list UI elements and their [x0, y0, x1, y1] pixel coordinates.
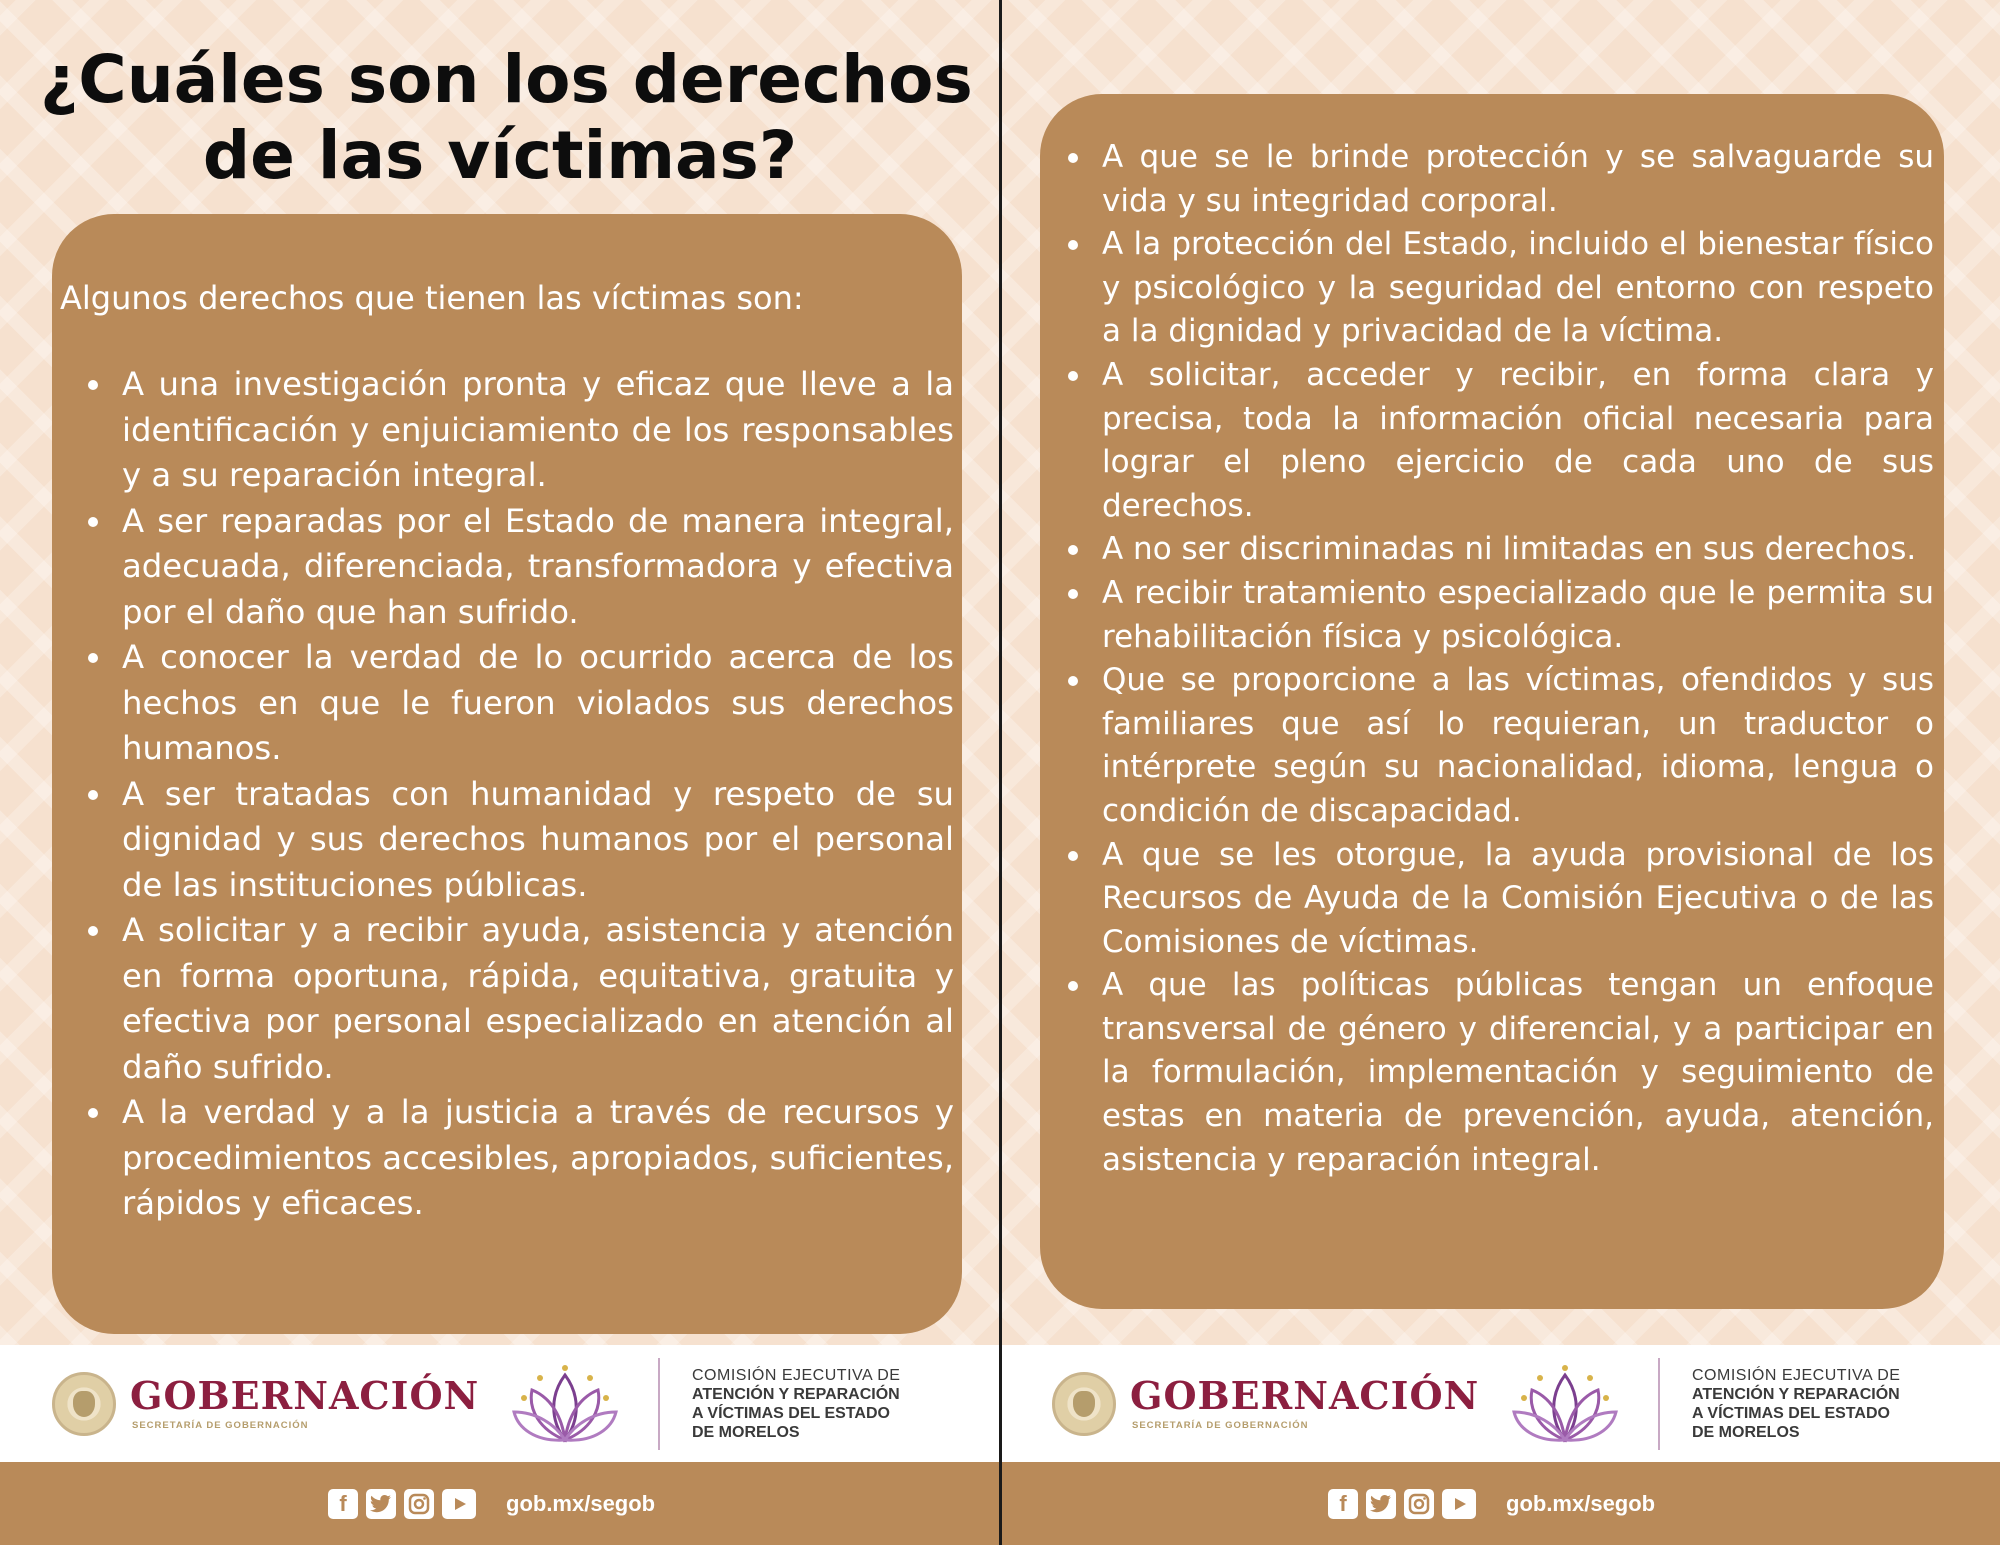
list-item-text: A que se le brinde protección y se salvaguarde su vida y su integridad corporal. — [1102, 139, 1934, 219]
bullet-icon — [1068, 545, 1078, 555]
list-item — [1066, 659, 1934, 833]
mexico-seal-icon — [1052, 1372, 1116, 1436]
rights-list-left — [60, 362, 954, 1227]
bullet-icon — [1068, 371, 1078, 381]
footer-bar-left — [0, 1462, 999, 1545]
list-item-text: A conocer la verdad de lo ocurrido acerca de los hechos en que le fueron violados sus derechos humanos. — [122, 638, 954, 767]
list-item-text: A solicitar y a recibir ayuda, asistencia y atención en forma oportuna, rápida, equitativa, gratuita y efectiva por personal especializado en atención al daño sufrido. — [122, 911, 954, 1086]
website-link[interactable]: gob.mx/segob — [506, 1491, 656, 1516]
footer-separator — [658, 1358, 660, 1450]
facebook-icon[interactable]: f — [328, 1489, 358, 1519]
social-links-left — [328, 1489, 476, 1519]
list-item — [1066, 834, 1934, 965]
commission-line-1: COMISIÓN EJECUTIVA DE — [692, 1367, 901, 1384]
bullet-icon — [88, 380, 98, 390]
list-item-text: A que las políticas públicas tengan un enfoque transversal de género y diferencial, y a participar en la formulación, implementación y seguimiento de estas en materia de prevención, ayuda, atención, asistencia y reparación integral. — [1102, 967, 1934, 1178]
lotus-logo-icon — [1510, 1360, 1620, 1450]
list-item-text: A ser tratadas con humanidad y respeto de su dignidad y sus derechos humanos por el personal de las instituciones públicas. — [122, 774, 954, 904]
rights-card-right — [1040, 94, 1944, 1309]
bullet-icon — [1068, 589, 1078, 599]
list-item — [60, 635, 954, 772]
commission-line-3: A VÍCTIMAS DEL ESTADO — [692, 1405, 890, 1422]
commission-name — [692, 1366, 900, 1442]
list-item-text: A la verdad y a la justicia a través de recursos y procedimientos accesibles, apropiados, suficientes, rápidos y eficaces. — [122, 1093, 954, 1222]
list-item — [1066, 572, 1934, 659]
youtube-icon[interactable] — [1442, 1489, 1476, 1519]
list-item — [60, 772, 954, 909]
list-item-text: A una investigación pronta y eficaz que lleve a la identificación y enjuiciamiento de los responsables y a su reparación integral. — [122, 365, 954, 494]
gobernacion-subtitle: SECRETARÍA DE GOBERNACIÓN — [1132, 1420, 1309, 1431]
list-item — [1066, 354, 1934, 528]
bullet-icon — [88, 517, 98, 527]
list-item-text: A recibir tratamiento especializado que le permita su rehabilitación física y psicológica. — [1102, 574, 1934, 655]
lotus-logo-icon — [510, 1360, 620, 1450]
list-item-text: A no ser discriminadas ni limitadas en sus derechos. — [1102, 531, 1917, 568]
commission-line-3: A VÍCTIMAS DEL ESTADO — [1692, 1405, 1890, 1422]
list-item — [60, 499, 954, 636]
bullet-icon — [1068, 851, 1078, 861]
youtube-icon[interactable] — [442, 1489, 476, 1519]
commission-name — [1692, 1366, 1900, 1442]
bullet-icon — [1068, 240, 1078, 250]
list-item-text: A solicitar, acceder y recibir, en forma clara y precisa, toda la información oficial necesaria para lograr el pleno ejercicio de cada uno de sus derechos. — [1102, 356, 1934, 524]
title-line-2: de las víctimas? — [202, 117, 798, 194]
twitter-icon[interactable] — [1366, 1489, 1396, 1519]
facebook-icon[interactable]: f — [1328, 1489, 1358, 1519]
list-item-text: A que se les otorgue, la ayuda provisional de los Recursos de Ayuda de la Comisión Ejecutiva o de las Comisiones de víctimas. — [1102, 836, 1934, 960]
list-item — [1066, 223, 1934, 354]
commission-line-2: ATENCIÓN Y REPARACIÓN — [1692, 1386, 1900, 1403]
twitter-icon[interactable] — [366, 1489, 396, 1519]
list-item — [1066, 964, 1934, 1182]
footer-separator — [1658, 1358, 1660, 1450]
mexico-seal-icon — [52, 1372, 116, 1436]
list-item — [1066, 528, 1934, 572]
gobernacion-logo-text: GOBERNACIÓN — [1130, 1373, 1480, 1418]
page-title — [40, 41, 973, 194]
footer-bar-right — [1002, 1462, 2000, 1545]
list-item — [1066, 136, 1934, 223]
bullet-icon — [1068, 981, 1078, 991]
title-line-1: ¿Cuáles son los derechos — [40, 41, 973, 118]
list-item — [60, 908, 954, 1090]
website-link[interactable]: gob.mx/segob — [1506, 1491, 1656, 1516]
intro-text: Algunos derechos que tienen las víctimas son: — [60, 279, 804, 317]
instagram-icon[interactable] — [1404, 1489, 1434, 1519]
commission-line-1: COMISIÓN EJECUTIVA DE — [1692, 1367, 1901, 1384]
commission-line-2: ATENCIÓN Y REPARACIÓN — [692, 1386, 900, 1403]
bullet-icon — [88, 653, 98, 663]
bullet-icon — [88, 790, 98, 800]
bullet-icon — [1068, 153, 1078, 163]
bullet-icon — [88, 1108, 98, 1118]
list-item — [60, 1090, 954, 1227]
gobernacion-subtitle: SECRETARÍA DE GOBERNACIÓN — [132, 1420, 309, 1431]
gobernacion-logo-text: GOBERNACIÓN — [130, 1373, 480, 1418]
list-item-text: A ser reparadas por el Estado de manera integral, adecuada, diferenciada, transformadora y efectiva por el daño que han sufrido. — [122, 501, 954, 631]
list-item-text: Que se proporcione a las víctimas, ofendidos y sus familiares que así lo requieran, un traductor o intérprete según su nacionalidad, idioma, lengua o condición de discapacidad. — [1102, 662, 1934, 829]
rights-list-right — [1066, 136, 1934, 1182]
bullet-icon — [88, 926, 98, 936]
page-divider — [999, 0, 1002, 1545]
commission-line-4: DE MORELOS — [1692, 1424, 1800, 1441]
bullet-icon — [1068, 676, 1078, 686]
social-links-right — [1328, 1489, 1476, 1519]
commission-line-4: DE MORELOS — [692, 1424, 800, 1441]
rights-card-left — [52, 214, 962, 1334]
list-item — [60, 362, 954, 499]
list-item-text: A la protección del Estado, incluido el bienestar físico y psicológico y la seguridad del entorno con respeto a la dignidad y privacidad de la víctima. — [1102, 226, 1934, 350]
instagram-icon[interactable] — [404, 1489, 434, 1519]
